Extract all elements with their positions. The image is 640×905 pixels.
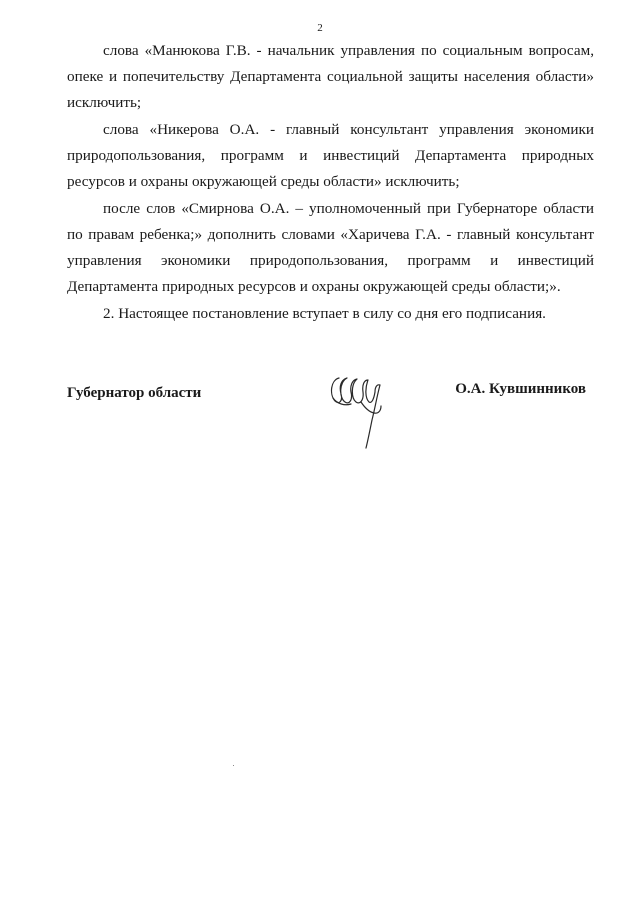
signatory-title: Губернатор области [67, 385, 202, 401]
handwritten-signature [325, 368, 395, 452]
document-body [67, 38, 594, 327]
paragraph-2: слова «Никерова О.А. - главный консультант управления экономики природопользования, программ и инвестиций Департамента природных ресурсов и охраны окружающей среды области» исключить; [67, 121, 594, 190]
paragraph-4: 2. Настоящее постановление вступает в силу со дня его подписания. [103, 305, 546, 322]
signatory-name: О.А. Кувшинников [455, 381, 586, 397]
signature-block [67, 380, 594, 460]
scan-speck [233, 765, 234, 766]
page-number: 2 [317, 22, 323, 34]
paragraph-1: слова «Манюкова Г.В. - начальник управления по социальным вопросам, опеке и попечительству Департамента социальной защиты населения области» исключить; [67, 42, 594, 111]
paragraph-3: после слов «Смирнова О.А. – уполномоченный при Губернаторе области по правам ребенка;» дополнить словами «Харичева Г.А. - главный консультант управления экономики природопользования, программ и инвестиций Департамента природных ресурсов и охраны окружающей среды области;». [67, 200, 594, 295]
